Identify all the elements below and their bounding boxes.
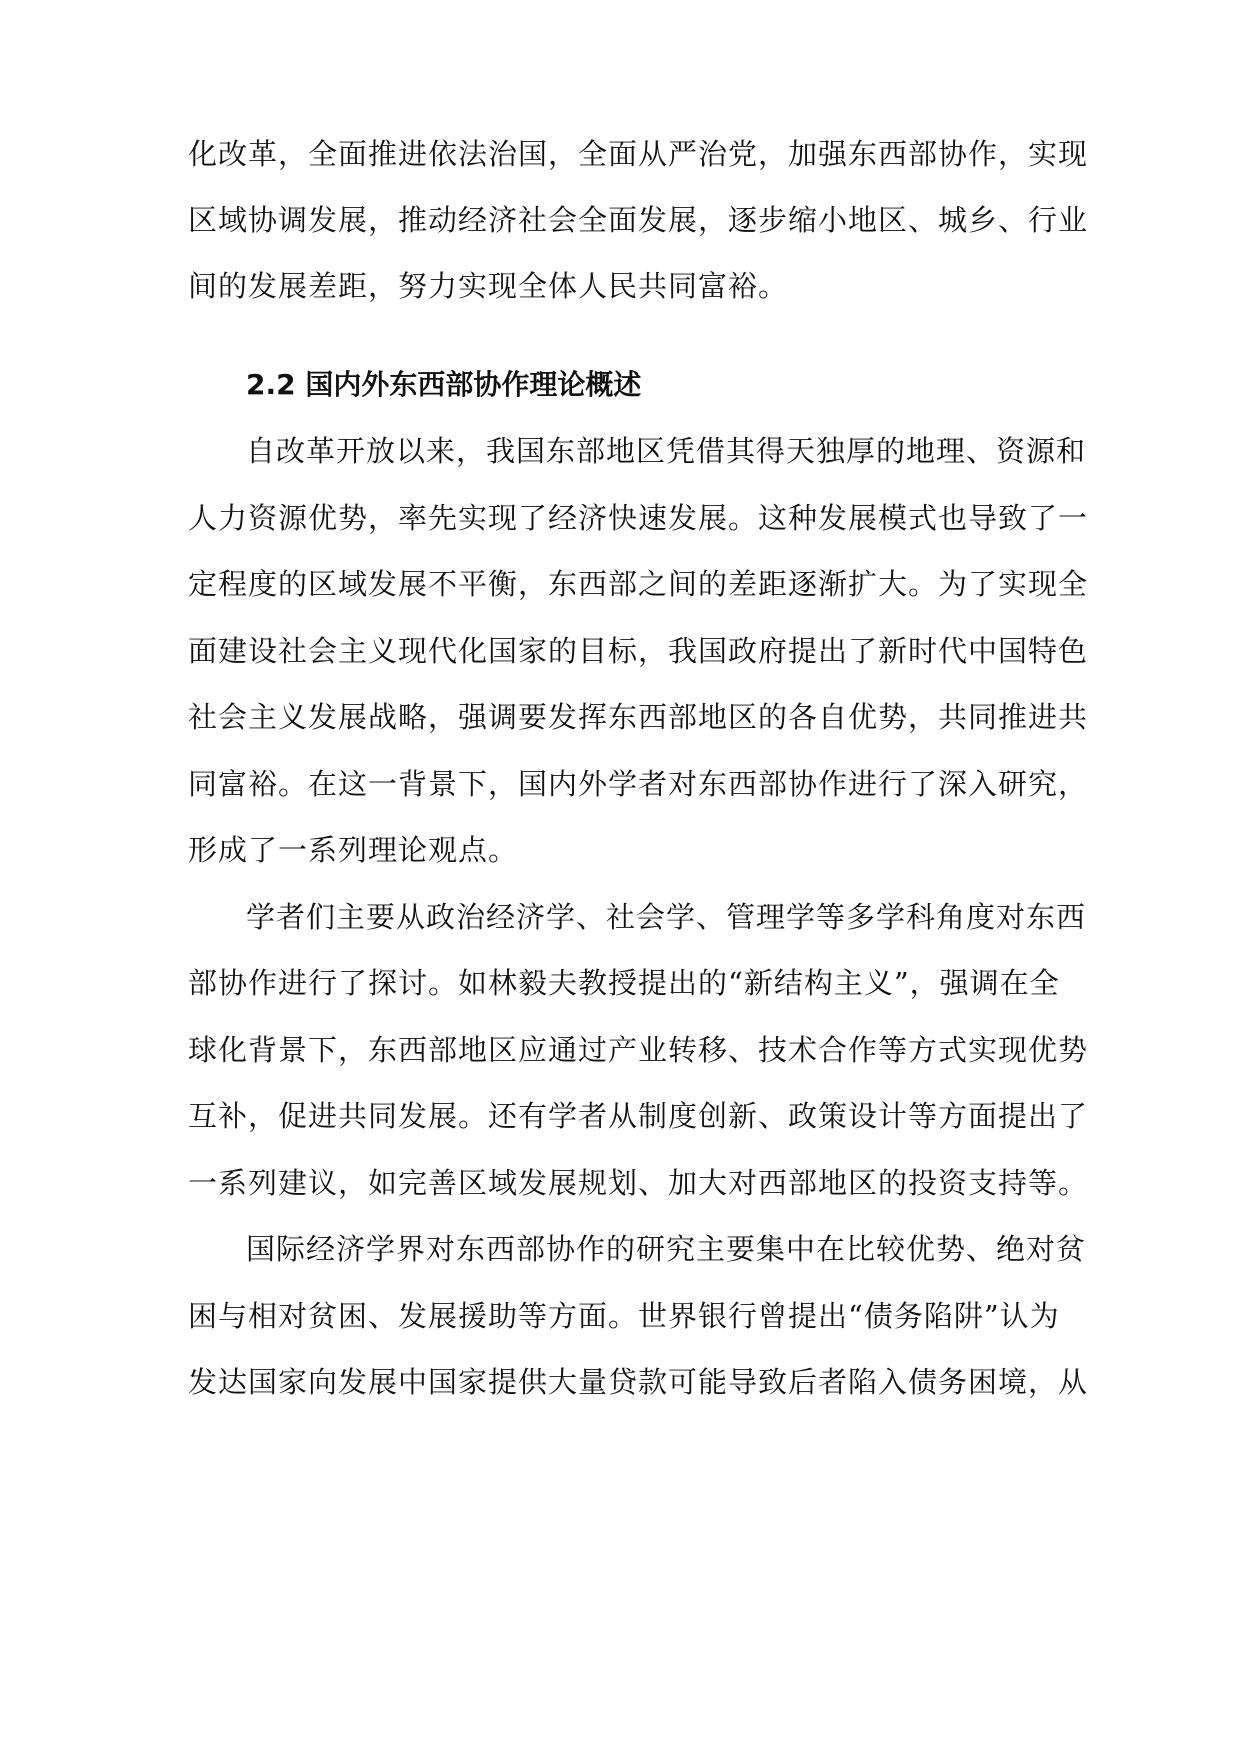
section-number: 2.2 xyxy=(246,368,296,401)
text-line: 形成了一系列理论观点。 xyxy=(188,833,519,867)
text-line: 互补，促进共同发展。还有学者从制度创新、政策设计等方面提出了 xyxy=(188,1099,1089,1133)
text-line: 一系列建议，如完善区域发展规划、加大对西部地区的投资支持等。 xyxy=(188,1166,1089,1200)
text-line: 球化背景下，东西部地区应通过产业转移、技术合作等方式实现优势 xyxy=(188,1033,1089,1067)
section-heading xyxy=(246,365,641,405)
text-line: 学者们主要从政治经济学、社会学、管理学等多学科角度对东西 xyxy=(246,900,1087,934)
text-line: 间的发展差距，努力实现全体人民共同富裕。 xyxy=(188,269,789,303)
text-line: 面建设社会主义现代化国家的目标，我国政府提出了新时代中国特色 xyxy=(188,634,1089,668)
text-line: 定程度的区域发展不平衡，东西部之间的差距逐渐扩大。为了实现全 xyxy=(188,567,1089,601)
text-line: 区域协调发展，推动经济社会全面发展，逐步缩小地区、城乡、行业 xyxy=(188,203,1089,237)
text-line: 自改革开放以来，我国东部地区凭借其得天独厚的地理、资源和 xyxy=(246,434,1087,468)
text-line: 化改革，全面推进依法治国，全面从严治党，加强东西部协作，实现 xyxy=(188,137,1089,171)
text-line: 人力资源优势，率先实现了经济快速发展。这种发展模式也导致了一 xyxy=(188,501,1089,535)
text-line: 发达国家向发展中国家提供大量贷款可能导致后者陷入债务困境，从 xyxy=(188,1365,1089,1399)
text-line: 社会主义发展战略，强调要发挥东西部地区的各自优势，共同推进共 xyxy=(188,700,1089,734)
text-line: 同富裕。在这一背景下，国内外学者对东西部协作进行了深入研究， xyxy=(188,767,1089,801)
text-line: 部协作进行了探讨。如林毅夫教授提出的“新结构主义”，强调在全 xyxy=(188,966,1060,1000)
section-title: 国内外东西部协作理论概述 xyxy=(305,368,642,401)
text-line: 国际经济学界对东西部协作的研究主要集中在比较优势、绝对贫 xyxy=(246,1232,1087,1266)
text-line: 困与相对贫困、发展援助等方面。世界银行曾提出“债务陷阱”认为 xyxy=(188,1299,1060,1333)
